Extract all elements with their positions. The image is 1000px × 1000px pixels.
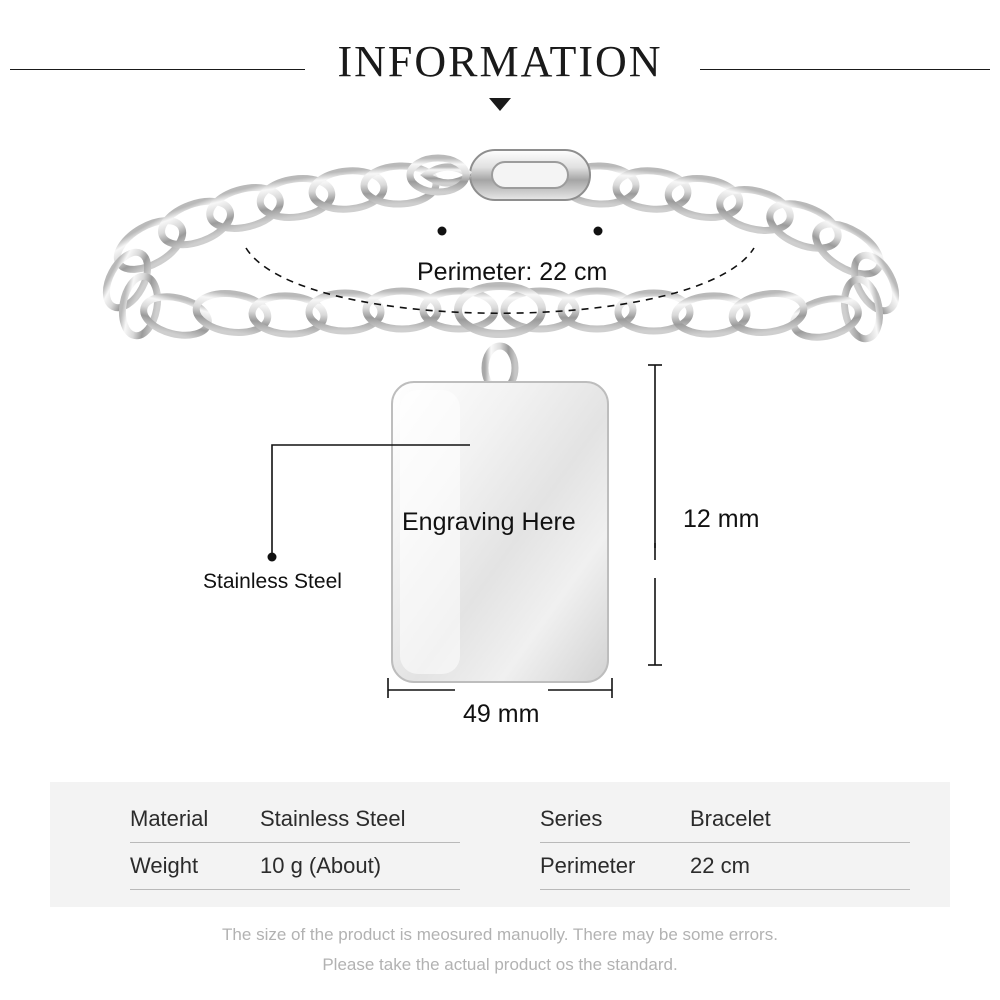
spec-grid <box>50 782 950 907</box>
caret-down-icon <box>489 98 511 111</box>
height-label: 12 mm <box>683 505 760 533</box>
page-title: INFORMATION <box>337 37 663 86</box>
spec-column-left <box>50 782 500 907</box>
bracelet-diagram <box>0 120 1000 770</box>
tag-ring <box>458 286 542 334</box>
width-label: 49 mm <box>463 700 540 728</box>
spec-panel <box>50 782 950 907</box>
spec-column-right <box>500 782 950 907</box>
height-dimension <box>648 365 662 665</box>
spec-row <box>130 843 460 890</box>
spec-key: Material <box>130 806 209 831</box>
spec-value: Stainless Steel <box>260 806 406 831</box>
material-callout-label: Stainless Steel <box>203 570 342 593</box>
spec-row <box>540 796 910 843</box>
spec-key: Series <box>540 806 603 831</box>
perimeter-label: Perimeter: 22 cm <box>417 258 608 286</box>
spec-value: Bracelet <box>690 806 771 831</box>
product-illustration <box>0 120 1000 770</box>
disclaimer-line-1: The size of the product is meosured manuolly. There may be some errors. <box>222 925 778 944</box>
engraving-label: Engraving Here <box>402 508 576 536</box>
page-header <box>0 36 1000 106</box>
clasp <box>410 150 590 200</box>
disclaimer-line-2: Please take the actual product os the standard. <box>322 955 678 974</box>
spec-key: Weight <box>130 853 199 878</box>
spec-value: 10 g (About) <box>260 853 382 878</box>
spec-row <box>540 843 910 890</box>
spec-value: 22 cm <box>690 853 750 878</box>
spec-key: Perimeter <box>540 853 636 878</box>
spec-row <box>130 796 460 843</box>
